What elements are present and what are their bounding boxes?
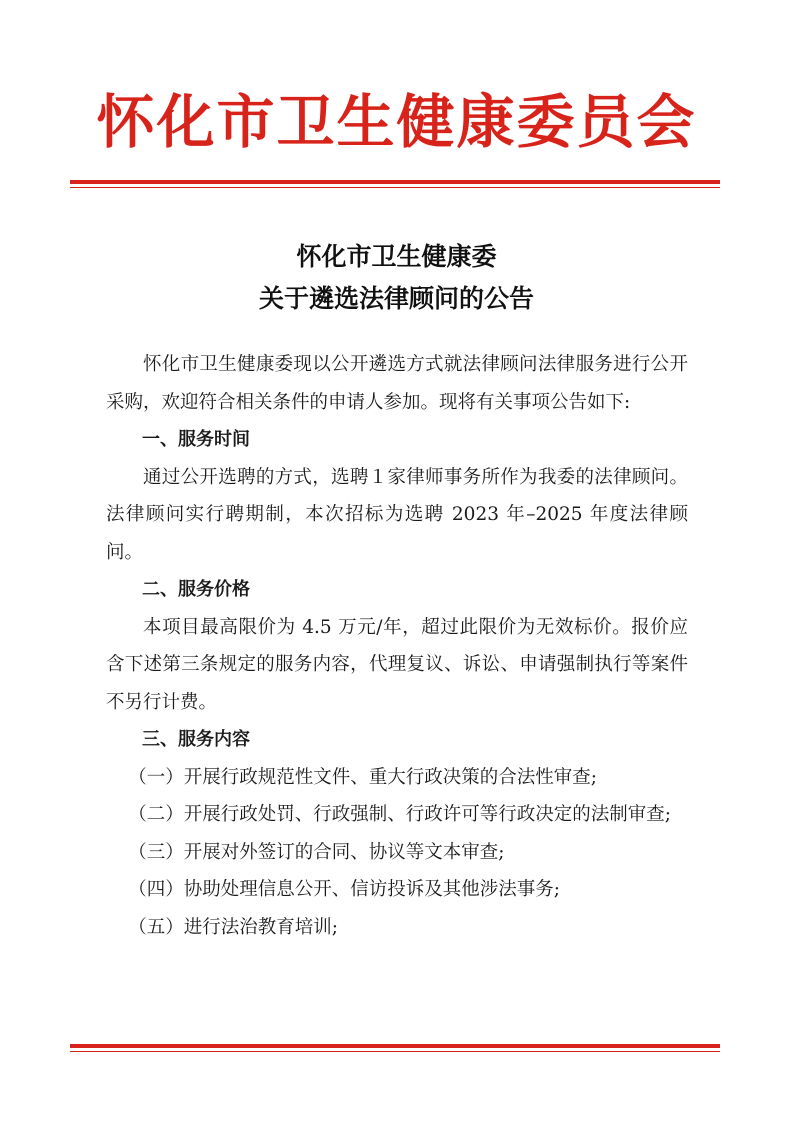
document-title-line-2: 关于遴选法律顾问的公告 (258, 284, 534, 313)
section-heading-service-content: 三、服务内容 (142, 729, 250, 750)
divider-thick-line (70, 180, 720, 184)
document-body (106, 346, 688, 946)
footer-divider (70, 1044, 720, 1052)
service-item-4: （四）协助处理信息公开、信访投诉及其他涉法事务; (128, 879, 560, 900)
document-title-line-1: 怀化市卫生健康委 (296, 242, 497, 271)
service-item-3: （三）开展对外签订的合同、协议等文本审查; (128, 841, 505, 863)
section-heading-service-price: 二、服务价格 (142, 579, 250, 600)
section-heading-service-time: 一、服务时间 (142, 429, 250, 450)
masthead-divider (70, 180, 720, 188)
footer-divider-thick-line (70, 1044, 720, 1048)
service-item-5: （五）进行法治教育培训; (128, 916, 338, 938)
intro-paragraph: 怀化市卫生健康委现以公开遴选方式就法律顾问法律服务进行公开采购，欢迎符合相关条件的申请人参加。现将有关事项公告如下: (106, 354, 688, 413)
service-item-1: （一）开展行政规范性文件、重大行政决策的合法性审查; (128, 766, 597, 788)
masthead-title: 怀化市卫生健康委员会 (96, 88, 697, 156)
service-item-2: （二）开展行政处罚、行政强制、行政许可等行政决定的法制审查; (128, 804, 671, 825)
section-text-service-time: 通过公开选聘的方式，选聘１家律师事务所作为我委的法律顾问。法律顾问实行聘期制，本次招标为选聘 2023 年–2025 年度法律顾问。 (106, 466, 688, 563)
section-text-service-price: 本项目最高限价为 4.5 万元/年，超过此限价为无效标价。报价应含下述第三条规定的服务内容，代理复议、诉讼、申请强制执行等案件不另行计费。 (106, 616, 688, 713)
divider-thin-line (70, 187, 720, 188)
footer-divider-thin-line (70, 1051, 720, 1052)
